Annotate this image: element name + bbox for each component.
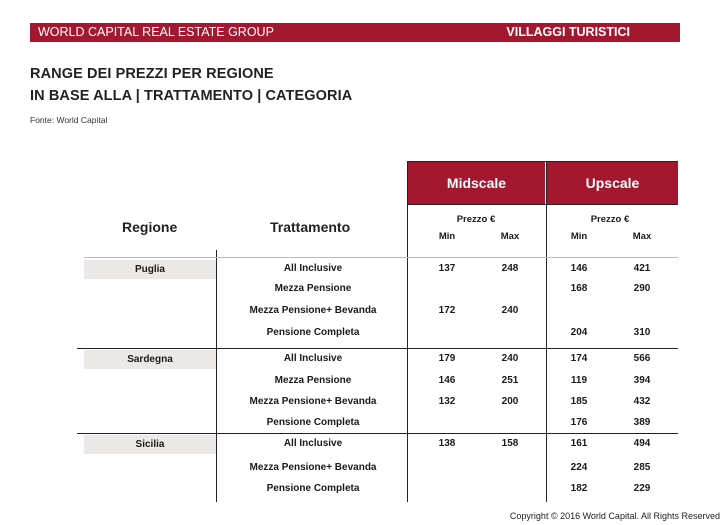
cell-up-max: 389 bbox=[633, 417, 651, 428]
price-label-midscale: Prezzo € bbox=[456, 214, 496, 225]
copyright-notice: Copyright © 2016 World Capital. All Rights Reserved bbox=[509, 511, 720, 521]
table-row-treatment: Pensione Completa bbox=[266, 417, 360, 428]
table-row-treatment: Mezza Pensione+ Bevanda bbox=[249, 396, 377, 407]
cell-up-min: 174 bbox=[570, 353, 588, 364]
price-label-upscale: Prezzo € bbox=[590, 214, 630, 225]
column-header-regione: Regione bbox=[122, 219, 178, 235]
cell-up-max: 566 bbox=[633, 353, 651, 364]
cell-up-max: 290 bbox=[633, 283, 651, 294]
cell-up-max: 421 bbox=[633, 263, 651, 274]
cell-mid-max: 240 bbox=[501, 353, 519, 364]
cell-up-min: 161 bbox=[570, 438, 588, 449]
header-bar bbox=[30, 23, 680, 42]
source-note: Fonte: World Capital bbox=[30, 115, 108, 125]
table-row-treatment: Mezza Pensione bbox=[274, 375, 352, 386]
cell-mid-max: 248 bbox=[501, 263, 519, 274]
cell-mid-min: 132 bbox=[438, 396, 456, 407]
company-name: WORLD CAPITAL REAL ESTATE GROUP bbox=[38, 25, 274, 39]
cell-up-max: 229 bbox=[633, 483, 651, 494]
max-label-upscale: Max bbox=[632, 231, 652, 242]
cell-up-max: 310 bbox=[633, 327, 651, 338]
cell-up-min: 224 bbox=[570, 462, 588, 473]
cell-mid-max: 158 bbox=[501, 438, 519, 449]
cell-mid-min: 137 bbox=[438, 263, 456, 274]
table-row-treatment: All Inclusive bbox=[283, 438, 343, 449]
region-sicilia: Sicilia bbox=[84, 435, 216, 454]
cell-up-min: 168 bbox=[570, 283, 588, 294]
category-top-line bbox=[407, 161, 678, 162]
max-label-midscale: Max bbox=[500, 231, 520, 242]
category-header-upscale: Upscale bbox=[547, 161, 678, 204]
cell-mid-min: 179 bbox=[438, 353, 456, 364]
page-title-line1: RANGE DEI PREZZI PER REGIONE bbox=[30, 66, 274, 82]
cell-up-max: 394 bbox=[633, 375, 651, 386]
cell-up-max: 285 bbox=[633, 462, 651, 473]
cell-up-max: 432 bbox=[633, 396, 651, 407]
cell-mid-max: 240 bbox=[501, 305, 519, 316]
divider-upscale bbox=[546, 161, 547, 502]
cell-mid-min: 172 bbox=[438, 305, 456, 316]
cell-up-max: 494 bbox=[633, 438, 651, 449]
table-row-treatment: Pensione Completa bbox=[266, 327, 360, 338]
header-underline bbox=[84, 257, 678, 258]
cell-up-min: 204 bbox=[570, 327, 588, 338]
cell-up-min: 146 bbox=[570, 263, 588, 274]
table-row-treatment: Mezza Pensione+ Bevanda bbox=[249, 305, 377, 316]
cell-up-min: 182 bbox=[570, 483, 588, 494]
cell-mid-max: 200 bbox=[501, 396, 519, 407]
min-label-midscale: Min bbox=[438, 231, 456, 242]
divider-region bbox=[216, 250, 217, 502]
category-bottom-line bbox=[407, 204, 678, 205]
cell-mid-max: 251 bbox=[501, 375, 519, 386]
group-separator-sicilia bbox=[77, 433, 678, 434]
column-header-trattamento: Trattamento bbox=[270, 219, 351, 235]
section-name: VILLAGGI TURISTICI bbox=[506, 25, 630, 39]
cell-mid-min: 138 bbox=[438, 438, 456, 449]
cell-mid-min: 146 bbox=[438, 375, 456, 386]
cell-up-min: 185 bbox=[570, 396, 588, 407]
table-row-treatment: All Inclusive bbox=[283, 353, 343, 364]
group-separator-sardegna bbox=[77, 348, 678, 349]
min-label-upscale: Min bbox=[570, 231, 588, 242]
table-row-treatment: Mezza Pensione+ Bevanda bbox=[249, 462, 377, 473]
table-row-treatment: Pensione Completa bbox=[266, 483, 360, 494]
region-puglia: Puglia bbox=[84, 260, 216, 279]
cell-up-min: 176 bbox=[570, 417, 588, 428]
page-title-line2: IN BASE ALLA | TRATTAMENTO | CATEGORIA bbox=[30, 88, 353, 104]
category-header-midscale: Midscale bbox=[408, 161, 545, 204]
region-sardegna: Sardegna bbox=[84, 350, 216, 369]
cell-up-min: 119 bbox=[570, 375, 588, 386]
table-row-treatment: All Inclusive bbox=[283, 263, 343, 274]
table-row-treatment: Mezza Pensione bbox=[274, 283, 352, 294]
